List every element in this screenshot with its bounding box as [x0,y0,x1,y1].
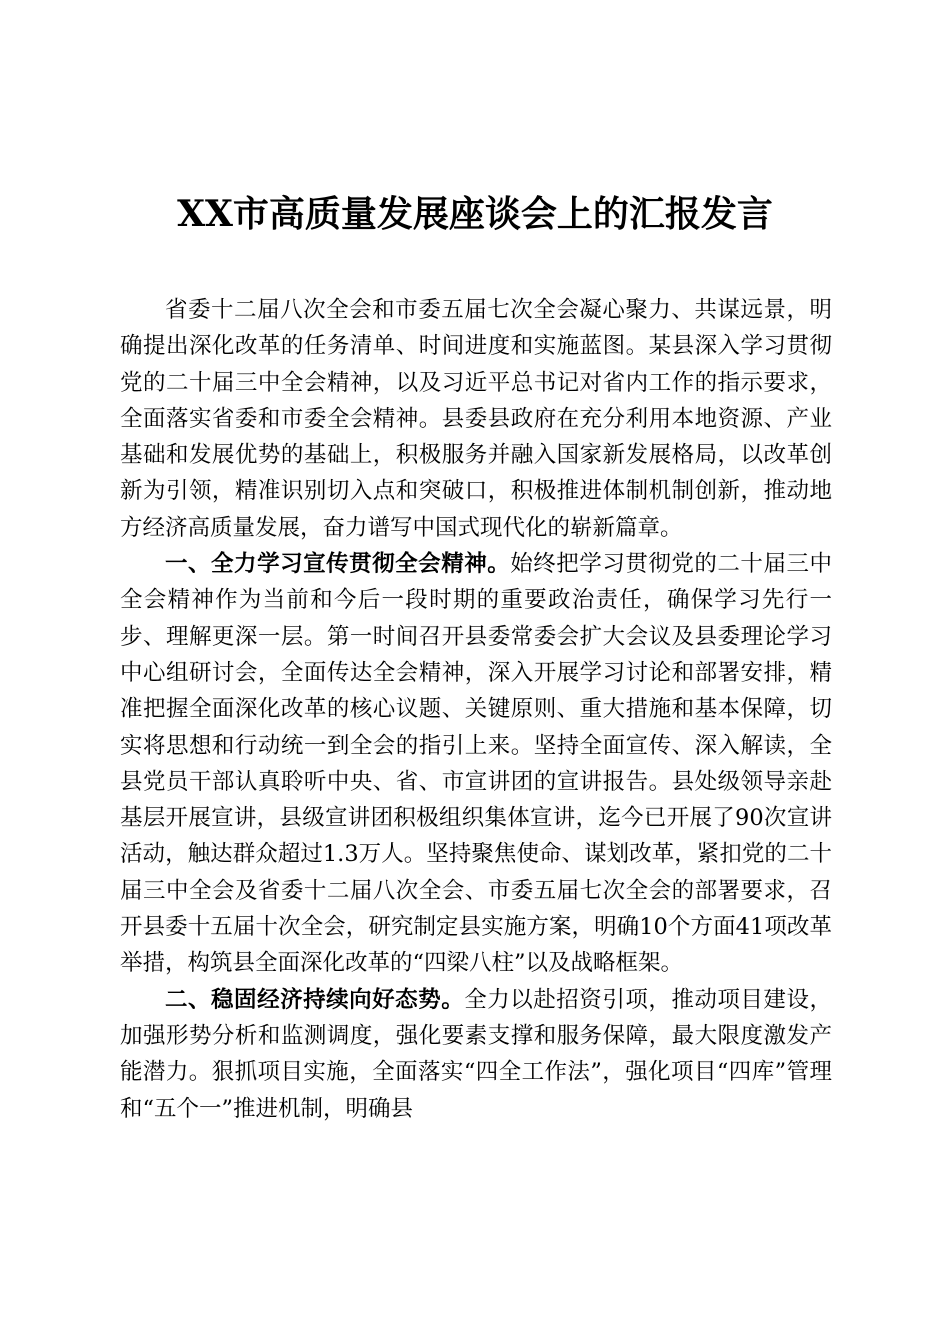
section-1-heading: 一、全力学习宣传贯彻全会精神。 [165,551,511,578]
section-1-text: 始终把学习贯彻党的二十届三中全会精神作为当前和今后一段时期的重要政治责任，确保学习先行一步、理解更深一层。第一时间召开县委常委会扩大会议及县委理论学习中心组研讨会，全面传达全会精神，深入开展学习讨论和部署安排，精准把握全面深化改革的核心议题、关键原则、重大措施和基本保障，切实将思想和行动统一到全会的指引上来。坚持全面宣传、深入解读，全县党员干部认真聆听中央、省、市宣讲团的宣讲报告。县处级领导亲赴基层开展宣讲，县级宣讲团积极组织集体宣讲，迄今已开展了90次宣讲活动，触达群众超过1.3万人。坚持聚焦使命、谋划改革，紧扣党的二十届三中全会及省委十二届八次全会、市委五届七次全会的部署要求，召开县委十五届十次全会，研究制定县实施方案，明确10个方面41项改革举措，构筑县全面深化改革的“四梁八柱”以及战略框架。 [120,551,832,977]
intro-paragraph [120,292,832,546]
section-2-text: 全力以赴招资引项，推动项目建设，加强形势分析和监测调度，强化要素支撑和服务保障，最大限度激发产能潜力。狠抓项目实施，全面落实“四全工作法”，强化项目“四库”管理和“五个一”推进机制，明确县 [120,986,832,1122]
document-body [120,292,832,1127]
section-1-paragraph [120,546,832,982]
intro-paragraph-text: 省委十二届八次全会和市委五届七次全会凝心聚力、共谋远景，明确提出深化改革的任务清单、时间进度和实施蓝图。某县深入学习贯彻党的二十届三中全会精神，以及习近平总书记对省内工作的指示要求，全面落实省委和市委全会精神。县委县政府在充分利用本地资源、产业基础和发展优势的基础上，积极服务并融入国家新发展格局，以改革创新为引领，精准识别切入点和突破口，积极推进体制机制创新，推动地方经济高质量发展，奋力谱写中国式现代化的崭新篇章。 [120,297,832,541]
section-2-paragraph [120,982,832,1127]
section-2-heading: 二、稳固经济持续向好态势。 [165,986,465,1013]
document-title: XX市高质量发展座谈会上的汇报发言 [177,193,773,235]
